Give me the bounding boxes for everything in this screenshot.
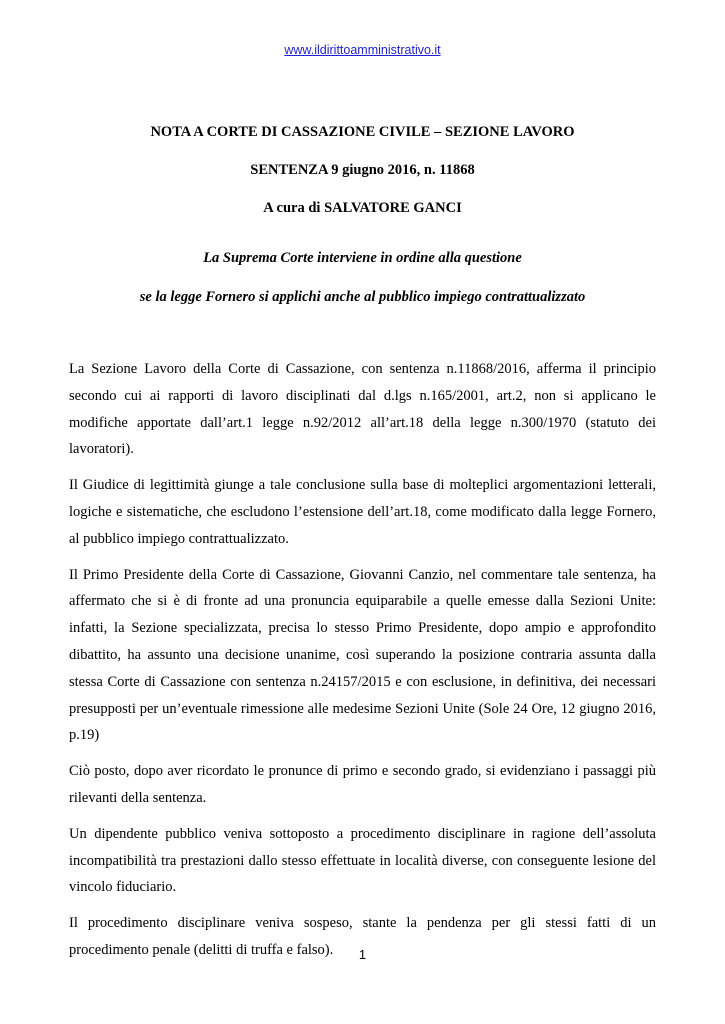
website-link[interactable]: www.ildirittoamministrativo.it <box>284 43 441 57</box>
paragraph: Il Giudice di legittimità giunge a tale conclusione sulla base di molteplici argomentazioni letterali, logiche e sistematiche, che escludono l’estensione dell’art.18, come modificato dalla legge Fornero, al pubblico impiego contrattualizzato. <box>69 477 656 547</box>
page-number: 1 <box>358 947 367 962</box>
paragraph: Il Primo Presidente della Corte di Cassazione, Giovanni Canzio, nel commentare tale sentenza, ha affermato che si è di fronte ad una pronuncia equiparabile a quelle emesse dalla Sezioni Unite: infatti, la Sezione specializzata, precisa lo stesso Primo Presidente, dopo ampio e approfondito dibattito, ha assunto una decisione unanime, così superando la posizione contraria assunta dalla stessa Corte di Cassazione con sentenza n.24157/2015 e con esclusione, in definitiva, dei necessari presupposti per un’eventuale rimessione alle medesime Sezioni Unite (Sole 24 Ore, 12 giugno 2016, p.19) <box>69 566 656 744</box>
author-credit: A cura di SALVATORE GANCI <box>263 200 462 216</box>
paragraph: Il procedimento disciplinare veniva sospeso, stante la pendenza per gli stessi fatti di un procedimento penale (delitti di truffa e falso). <box>69 915 656 958</box>
paragraph: Ciò posto, dopo aver ricordato le pronunce di primo e secondo grado, si evidenziano i passaggi più rilevanti della sentenza. <box>69 763 656 806</box>
paragraph: Un dipendente pubblico veniva sottoposto a procedimento disciplinare in ragione dell’assoluta incompatibilità tra prestazioni dallo stesso effettuate in località diverse, con conseguente lesione del vincolo fiduciario. <box>69 825 656 896</box>
sentence-reference: SENTENZA 9 giugno 2016, n. 11868 <box>250 162 475 178</box>
subtitle-line-2: se la legge Fornero si applichi anche al pubblico impiego contrattualizzato <box>139 289 586 305</box>
subtitle-line-1: La Suprema Corte interviene in ordine alla questione <box>203 250 522 266</box>
paragraph: La Sezione Lavoro della Corte di Cassazione, con sentenza n.11868/2016, afferma il principio secondo cui ai rapporti di lavoro disciplinati dal d.lgs n.165/2001, art.2, non si applicano le modifiche apportate dall’art.1 legge n.92/2012 all’art.18 della legge n.300/1970 (statuto dei lavoratori). <box>69 361 656 458</box>
document-title: NOTA A CORTE DI CASSAZIONE CIVILE – SEZIONE LAVORO <box>150 124 575 140</box>
document-body <box>69 356 656 973</box>
